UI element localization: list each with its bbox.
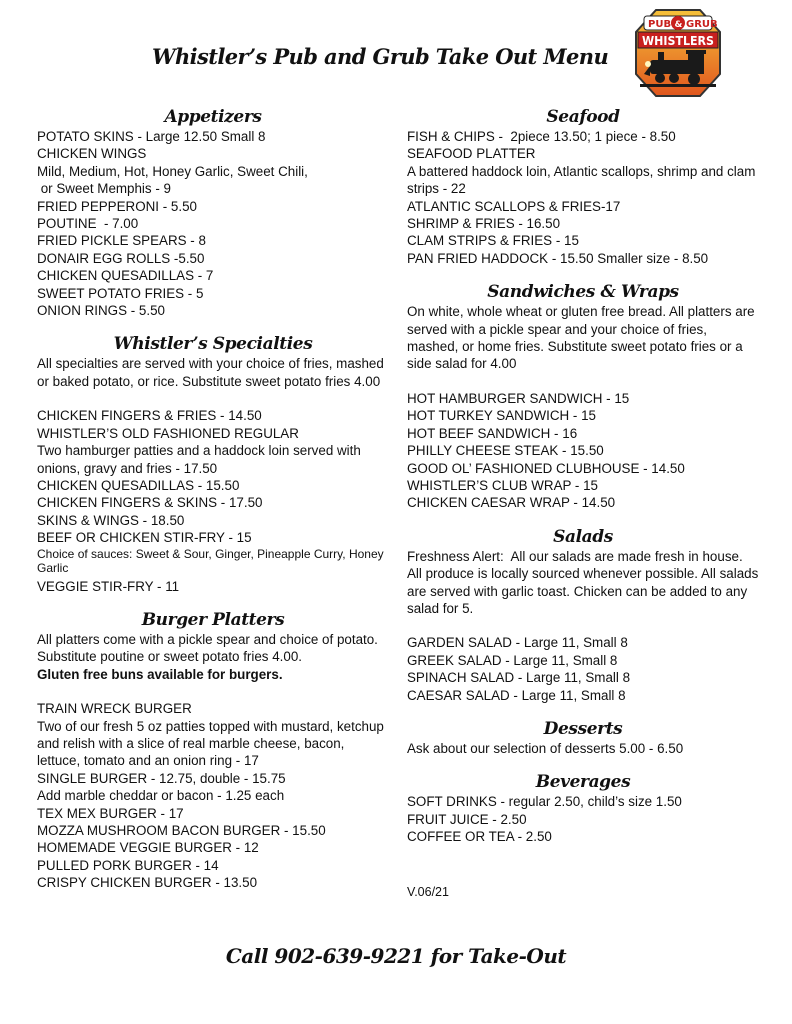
- menu-item: SKINS & WINGS - 18.50: [37, 512, 185, 528]
- menu-item: CRISPY CHICKEN BURGER - 13.50: [37, 875, 258, 891]
- desserts-text: Ask about our selection of desserts 5.00 - 6.50: [407, 740, 684, 756]
- menu-item: VEGGIE STIR-FRY - 11: [37, 578, 180, 594]
- menu-item: GOOD OL’ FASHIONED CLUBHOUSE - 14.50: [407, 460, 685, 476]
- specialties-list: [37, 407, 389, 595]
- menu-item: HOMEMADE VEGGIE BURGER - 12: [37, 840, 259, 856]
- menu-item: POTATO SKINS - Large 12.50 Small 8: [37, 129, 266, 144]
- salads-list: [407, 634, 759, 704]
- menu-item: GARDEN SALAD - Large 11, Small 8: [407, 635, 628, 651]
- menu-item: FISH & CHIPS - 2piece 13.50; 1 piece - 8.50: [407, 129, 676, 144]
- menu-item: SPINACH SALAD - Large 11, Small 8: [407, 670, 631, 686]
- menu-item: POUTINE - 7.00: [37, 216, 139, 232]
- menu-item: PHILLY CHEESE STEAK - 15.50: [407, 443, 604, 459]
- menu-title: Whistler’s Pub and Grub Take Out Menu: [152, 44, 609, 69]
- menu-item: SWEET POTATO FRIES - 5: [37, 285, 204, 301]
- svg-text:WHISTLERS: WHISTLERS: [642, 34, 714, 48]
- svg-text:&: &: [674, 20, 683, 30]
- sandwiches-intro: On white, whole wheat or gluten free bread. All platters are served with a pickle spear and your choice of fries, mashed, or home fries. Substitute sweet potato fries or a side salad for 4.00: [407, 304, 755, 372]
- takeout-phone-footer: Call 902-639-9221 for Take-Out: [225, 944, 567, 968]
- menu-item: COFFEE OR TEA - 2.50: [407, 829, 552, 845]
- menu-item: SHRIMP & FRIES - 16.50: [407, 216, 561, 232]
- burgers-intro: All platters come with a pickle spear and choice of potato. Substitute poutine or sweet potato fries 4.00.: [37, 631, 378, 665]
- seafood-heading: Seafood: [546, 107, 620, 127]
- specialties-intro: All specialties are served with your choice of fries, mashed or baked potato, or rice. Substitute sweet potato fries 4.00: [37, 356, 384, 389]
- sandwiches-list: [407, 390, 759, 512]
- menu-item: CLAM STRIPS & FRIES - 15: [407, 233, 579, 249]
- menu-item: CHICKEN CAESAR WRAP - 14.50: [407, 495, 616, 511]
- menu-item: PULLED PORK BURGER - 14: [37, 857, 219, 873]
- beverages-heading: Beverages: [535, 772, 631, 793]
- menu-item: CHICKEN FINGERS & FRIES - 14.50: [37, 408, 262, 424]
- salads-heading: Salads: [553, 526, 613, 547]
- sauce-options: Choice of sauces: Sweet & Sour, Ginger, Pineapple Curry, Honey Garlic: [37, 546, 384, 576]
- menu-item: DONAIR EGG ROLLS -5.50: [37, 250, 205, 266]
- menu-item: TRAIN WRECK BURGER: [37, 701, 192, 717]
- menu-item: HOT TURKEY SANDWICH - 15: [407, 408, 596, 424]
- menu-item-description: A battered haddock loin, Atlantic scallops, shrimp and clam strips - 22: [407, 163, 756, 197]
- desserts-heading: Desserts: [543, 718, 623, 739]
- menu-item: CHICKEN QUESADILLAS - 15.50: [37, 477, 240, 493]
- specialties-heading: Whistler’s Specialties: [113, 334, 313, 355]
- menu-item: FRUIT JUICE - 2.50: [407, 811, 527, 827]
- menu-item: CHICKEN QUESADILLAS - 7: [37, 268, 214, 284]
- left-column: [37, 106, 389, 892]
- menu-item: ONION RINGS - 5.50: [37, 303, 165, 319]
- menu-item: CHICKEN FINGERS & SKINS - 17.50: [37, 495, 263, 511]
- svg-text:PUB: PUB: [648, 19, 672, 30]
- menu-item: ATLANTIC SCALLOPS & FRIES-17: [407, 198, 621, 214]
- menu-item: FRIED PICKLE SPEARS - 8: [37, 233, 206, 249]
- version-label: V.06/21: [407, 884, 449, 899]
- appetizers-heading: Appetizers: [164, 107, 262, 127]
- menu-item: HOT HAMBURGER SANDWICH - 15: [407, 390, 630, 406]
- menu-item-description: Two hamburger patties and a haddock loin served with onions, gravy and fries - 17.50: [37, 443, 361, 476]
- menu-item: GREEK SALAD - Large 11, Small 8: [407, 652, 618, 668]
- train-logo-icon: [634, 8, 722, 98]
- menu-item: SOFT DRINKS - regular 2.50, child’s size 1.50: [407, 794, 682, 810]
- menu-item-description: or Sweet Memphis - 9: [37, 181, 171, 197]
- menu-item: SINGLE BURGER - 12.75, double - 15.75: [37, 770, 286, 786]
- burgers-heading: Burger Platters: [141, 609, 285, 630]
- svg-text:GRUB: GRUB: [686, 19, 718, 30]
- menu-item: CAESAR SALAD - Large 11, Small 8: [407, 687, 626, 703]
- menu-item-description: Two of our fresh 5 oz patties topped with mustard, ketchup and relish with a slice of real marble cheese, bacon, lettuce, tomato and an onion ring - 17: [37, 718, 384, 769]
- menu-item: FRIED PEPPERONI - 5.50: [37, 198, 197, 214]
- menu-item: CHICKEN WINGS: [37, 146, 147, 162]
- menu-item: WHISTLER’S CLUB WRAP - 15: [407, 477, 598, 493]
- menu-item: HOT BEEF SANDWICH - 16: [407, 425, 578, 441]
- menu-item: TEX MEX BURGER - 17: [37, 805, 184, 821]
- seafood-list: [407, 128, 759, 267]
- menu-item: MOZZA MUSHROOM BACON BURGER - 15.50: [37, 823, 326, 838]
- menu-item: PAN FRIED HADDOCK - 15.50 Smaller size - 8.50: [407, 250, 709, 266]
- salads-intro: Freshness Alert: All our salads are made fresh in house. All produce is locally sourced whenever possible. All salads are served with garlic toast. Chicken can be added to any salad for 5.: [407, 548, 763, 616]
- gluten-free-note: Gluten free buns available for burgers.: [37, 666, 283, 682]
- menu-item: SEAFOOD PLATTER: [407, 146, 536, 162]
- beverages-list: [407, 793, 759, 845]
- menu-item-description: Add marble cheddar or bacon - 1.25 each: [37, 788, 285, 804]
- appetizers-list: [37, 128, 389, 319]
- sandwiches-heading: Sandwiches & Wraps: [487, 282, 679, 303]
- right-column: [407, 106, 763, 901]
- burgers-list: [37, 700, 389, 891]
- menu-item: WHISTLER’S OLD FASHIONED REGULAR: [37, 425, 299, 441]
- menu-item-description: Mild, Medium, Hot, Honey Garlic, Sweet Chili,: [37, 163, 308, 179]
- menu-item: BEEF OR CHICKEN STIR-FRY - 15: [37, 530, 252, 546]
